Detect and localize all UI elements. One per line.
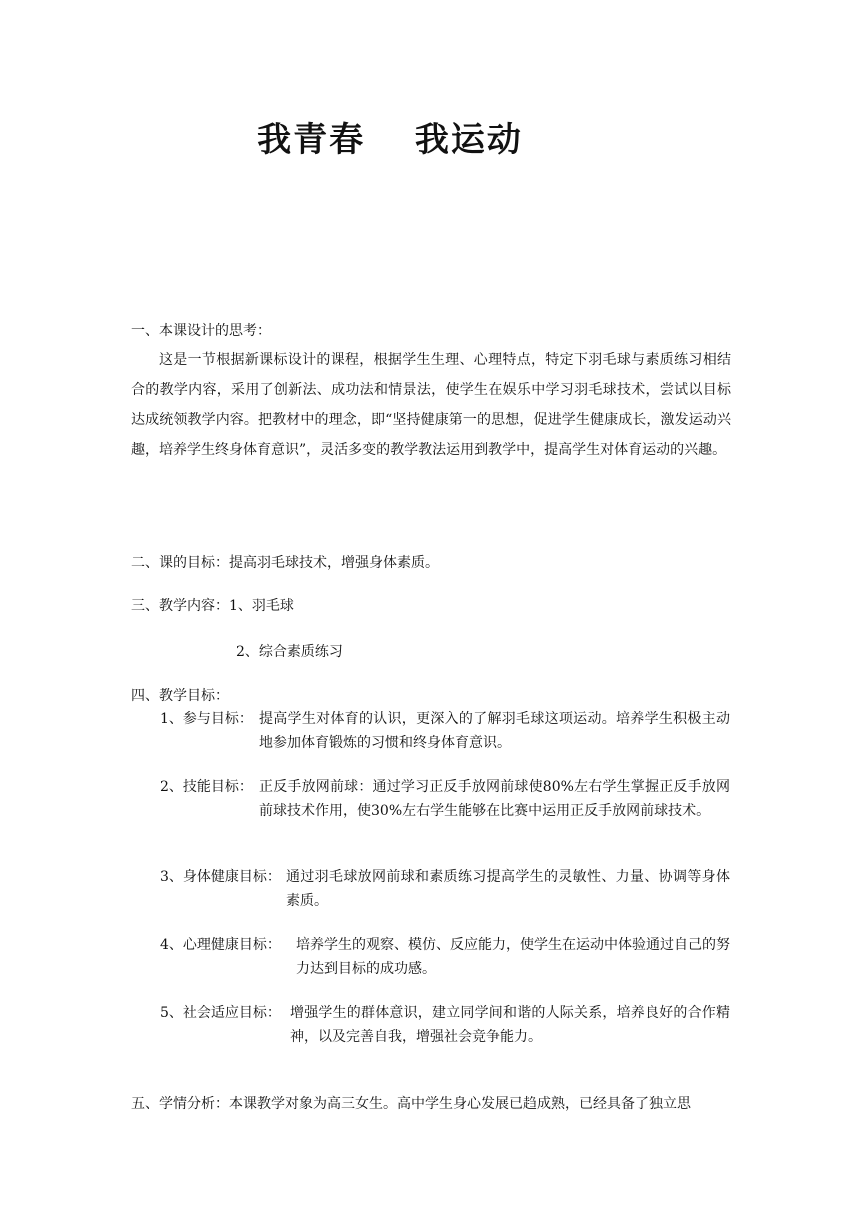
section5-text: 五、学情分析：本课教学对象为高三女生。高中学生身心发展已趋成熟，已经具备了独立思 xyxy=(131,1096,691,1112)
section4-heading: 四、教学目标： xyxy=(131,688,229,704)
objective-text: 正反手放网前球：通过学习正反手放网前球使80%左右学生掌握正反手放网前球技术作用，使30%左右学生能够在比赛中运用正反手放网前球技术。 xyxy=(259,779,730,819)
objective-label: 2、技能目标： xyxy=(160,779,253,795)
objective-label: 1、参与目标： xyxy=(160,711,253,727)
section1-body: 这是一节根据新课标设计的课程，根据学生生理、心理特点，特定下羽毛球与素质练习相结合的教学内容，采用了创新法、成功法和情景法，使学生在娱乐中学习羽毛球技术，尝试以目标达成统领教学内容。把教材中的理念，即“坚持健康第一的思想，促进学生健康成长，激发运动兴趣，培养学生终身体育意识”，灵活多变的教学教法运用到教学中，提高学生对体育运动的兴趣。 xyxy=(131,352,731,458)
objective-item-5 xyxy=(160,1001,730,1049)
objective-label: 3、身体健康目标： xyxy=(160,869,281,885)
section3-line1: 三、教学内容：1、羽毛球 xyxy=(131,598,294,614)
objective-item-1 xyxy=(160,707,730,755)
section2-text: 二、课的目标：提高羽毛球技术，增强身体素质。 xyxy=(131,555,439,571)
objective-item-2 xyxy=(160,775,730,823)
document-title: 我青春 我运动 xyxy=(257,120,523,160)
objective-label: 4、心理健康目标： xyxy=(160,937,281,953)
section3-line2: 2、综合素质练习 xyxy=(236,644,343,660)
objective-text: 培养学生的观察、模仿、反应能力，使学生在运动中体验通过自己的努力达到目标的成功感。 xyxy=(296,937,730,977)
objective-label: 5、社会适应目标： xyxy=(160,1005,281,1021)
objective-text: 提高学生对体育的认识，更深入的了解羽毛球这项运动。培养学生积极主动地参加体育锻炼的习惯和终身体育意识。 xyxy=(259,711,730,751)
objective-text: 通过羽毛球放网前球和素质练习提高学生的灵敏性、力量、协调等身体素质。 xyxy=(286,869,730,909)
objective-item-3 xyxy=(160,865,730,913)
objective-item-4 xyxy=(160,933,730,981)
objective-text: 增强学生的群体意识，建立同学间和谐的人际关系，培养良好的合作精神，以及完善自我，增强社会竞争能力。 xyxy=(290,1005,730,1045)
section1-heading: 一、本课设计的思考： xyxy=(131,323,271,339)
